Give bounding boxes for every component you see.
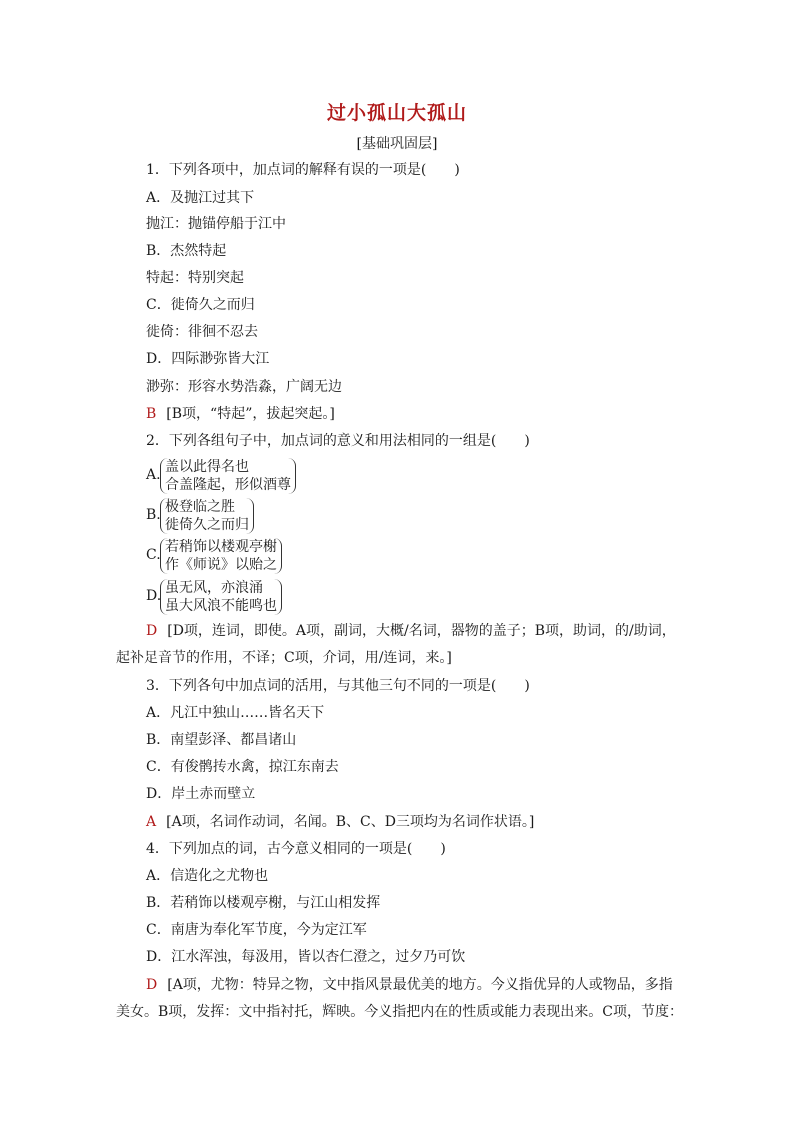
q1-option-a: A．及抛江过其下 <box>146 190 255 206</box>
q4-option-c: C．南唐为奉化军节度，今为定江军 <box>146 922 367 938</box>
q2-option-line: 合盖隆起，形似酒尊 <box>165 477 291 493</box>
q1-stem: 1．下列各项中，加点词的解释有误的一项是( ) <box>146 162 460 178</box>
q1-answer: B <box>146 406 157 422</box>
q3-option-d: D．岸土赤而壁立 <box>146 786 256 802</box>
q4-answer: D <box>146 977 158 993</box>
q1-answer-line <box>146 404 335 424</box>
q2-option-brace <box>160 579 282 615</box>
q2-option-label: B. <box>146 507 161 523</box>
q2-stem: 2．下列各组句子中，加点词的意义和用法相同的一组是( ) <box>146 433 530 449</box>
q4-answer-line <box>146 975 673 995</box>
q1-option-b: B．杰然特起 <box>146 243 227 259</box>
q2-option-line: 作《师说》以贻之 <box>165 557 277 573</box>
q4-option-b: B．若稍饰以楼观亭榭，与江山相发挥 <box>146 895 381 911</box>
q2-option-line: 极登临之胜 <box>165 499 235 515</box>
section-label: [基础巩固层] <box>356 136 438 152</box>
q2-option-line: 若稍饰以楼观亭榭 <box>165 539 277 555</box>
q1-option-d: D．四际渺弥皆大江 <box>146 351 270 367</box>
q1-note-a: 抛江：抛锚停船于江中 <box>146 216 286 232</box>
q2-option-line: 徙倚久之而归 <box>165 517 249 533</box>
q4-option-a: A．信造化之尤物也 <box>146 868 269 884</box>
q3-answer-line <box>146 812 534 832</box>
q2-option-brace <box>160 458 296 494</box>
doc-title: 过小孤山大孤山 <box>326 102 467 124</box>
q3-option-b: B．南望彭泽、都昌诸山 <box>146 732 297 748</box>
q2-option-line: 虽大风浪不能鸣也 <box>165 598 277 614</box>
q4-explanation-cont: 美女。B项，发挥：文中指衬托，辉映。今义指把内在的性质或能力表现出来。C项，节度： <box>116 1004 683 1020</box>
q3-option-c: C．有俊鹘抟水禽，掠江东南去 <box>146 759 339 775</box>
q2-answer: D <box>146 623 158 639</box>
q4-option-d: D．江水浑浊，每汲用，皆以杏仁澄之，过夕乃可饮 <box>146 949 466 965</box>
q3-stem: 3．下列各句中加点词的活用，与其他三句不同的一项是( ) <box>146 678 530 694</box>
q2-option-brace <box>160 538 282 574</box>
q2-option-label: A. <box>146 467 161 483</box>
q2-answer-line <box>146 621 676 641</box>
q3-explanation: [A项，名词作动词，名闻。B、C、D三项均为名词作状语。] <box>166 814 535 830</box>
q2-option-line: 虽无风，亦浪涌 <box>165 580 263 596</box>
q1-note-d: 渺弥：形容水势浩淼，广阔无边 <box>146 379 342 395</box>
q1-note-c: 徙倚：徘徊不忍去 <box>146 324 258 340</box>
q2-option-label: C. <box>146 547 161 563</box>
q4-explanation: [A项，尤物：特异之物，文中指风景最优美的地方。今义指优异的人或物品，多指 <box>167 977 673 993</box>
q1-note-b: 特起：特别突起 <box>146 270 244 286</box>
q2-explanation: [D项，连词，即使。A项，副词，大概/名词，器物的盖子；B项，助词，的/助词， <box>167 623 676 639</box>
q3-option-a: A．凡江中独山……皆名天下 <box>146 705 325 721</box>
q2-option-brace <box>160 498 254 534</box>
q2-explanation-cont: 起补足音节的作用，不译；C项，介词，用/连词，来。] <box>116 650 452 666</box>
q2-option-line: 盖以此得名也 <box>165 459 249 475</box>
q3-answer: A <box>146 814 157 830</box>
q2-option-label: D. <box>146 588 162 604</box>
q1-explanation: [B项，“特起”，拔起突起。] <box>166 406 335 422</box>
q4-stem: 4．下列加点的词，古今意义相同的一项是( ) <box>146 841 446 857</box>
q1-option-c: C．徙倚久之而归 <box>146 297 255 313</box>
